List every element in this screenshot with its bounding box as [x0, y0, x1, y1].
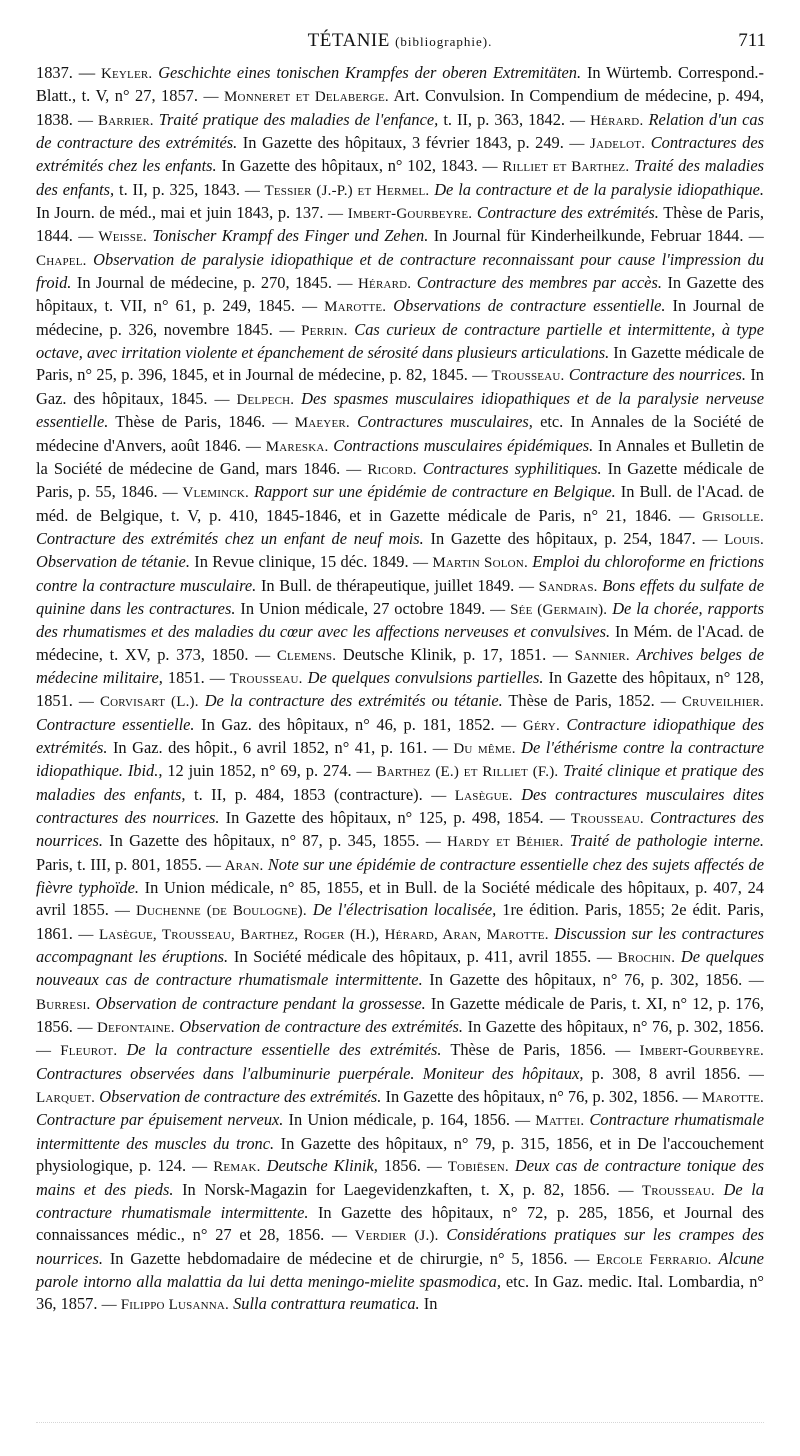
entry-title: Considérations pratiques sur les crampes des nourrices. [36, 1225, 764, 1268]
entry-text: 1837. — [36, 63, 101, 82]
entry-author: — Larquet. [36, 1066, 765, 1107]
entry-title: Contractions musculaires épidémiques. [333, 435, 594, 455]
entry-source: In Gazette des hôpitaux, n° 102, 1843. [221, 156, 478, 176]
entry-title: Archives belges de médecine militaire, [36, 644, 764, 687]
entry-author: — Corvisart (L.). [78, 694, 199, 711]
entry-author: — Sandras. [518, 578, 598, 595]
entry-title: Deutsche Klinik, [266, 1156, 378, 1176]
entry-author: — Clemens. [255, 647, 337, 664]
bibliography-entry [77, 1017, 764, 1036]
entry-title: Traité pratique des maladies de l'enfance, [158, 109, 439, 129]
entry-title: Observation de paralysie idiopathique et de contracture reconnaissant pour cause l'impression du froid. [36, 249, 764, 293]
entry-title: Traité des maladies des enfants, [36, 156, 764, 199]
entry-author: — Tessier (J.-P.) et Hermel. [244, 182, 430, 199]
entry-title: Contractures des nourrices. [36, 808, 765, 851]
entry-source: 1re édition. Paris, 1855; 2e édit. Paris, 1861. [36, 900, 765, 943]
entry-title: Contracture des extrémités chez un enfant de neuf mois. [36, 528, 424, 548]
entry-source: etc. In Gaz. medic. Ital. Lombardia, n° 36, 1857. [36, 1271, 764, 1314]
entry-source: In Gazette des hôpitaux, n° 76, p. 302, 1856. [429, 970, 743, 990]
entry-author: — Delpech. [214, 391, 295, 408]
entry-title: Des contractures musculaires dites contractures des nourrices. [36, 784, 764, 827]
entry-title: Traité clinique et pratique des maladies des enfants, [36, 761, 764, 804]
entry-author: — Marotte. [682, 1090, 764, 1107]
bibliography-entry [36, 63, 101, 82]
entry-title: De l'éthérisme contre la contracture idiopathique. Ibid., [36, 737, 764, 781]
entry-author: — Lasègue. [431, 787, 513, 804]
entry-author: — Maeyer. [272, 415, 350, 432]
entry-source: p. 308, 8 avril 1856. [591, 1063, 741, 1083]
entry-title: Bons effets du sulfate de quinine dans les contractures. [36, 575, 764, 618]
entry-author: — Verdier (J.). [332, 1228, 439, 1245]
entry-author: — Filippo Lusanna. [101, 1297, 229, 1314]
entry-source: t. II, p. 484, 1853 (contracture). [194, 784, 423, 804]
entry-author: — Barrier. [77, 112, 154, 129]
entry-source: Thèse de Paris, 1852. [508, 691, 655, 711]
entry-source: In Gaz. des hôpit., 6 avril 1852, n° 41, p. 161. [112, 737, 428, 757]
running-title-main: TÉTANIE [307, 30, 390, 51]
entry-author: — Rilliet et Barthez. [482, 159, 630, 176]
entry-title: Traité de pathologie interne. [569, 831, 764, 851]
entry-source: In Gazette médicale de Paris, p. 55, 1846. [36, 458, 764, 502]
entry-title: Discussion sur les contractures accompagnant les éruptions. [36, 923, 764, 967]
bibliography-entry [192, 1156, 427, 1175]
entry-author: — Sée (Germain). [490, 601, 608, 618]
entry-source: Thèse de Paris, 1846. [115, 412, 266, 432]
entry-title: Observation de contracture des extrémités. [179, 1017, 464, 1037]
entry-author: — Vleminck. [162, 485, 249, 502]
entry-source: In Bull. de thérapeutique, juillet 1849. [260, 575, 515, 595]
entry-title: De quelques convulsions partielles. [307, 667, 544, 687]
entry-title: De la contracture et de la paralysie idiopathique. [434, 179, 764, 199]
bibliography-entry [79, 691, 661, 710]
entry-author: — Imbert-Gourbeyre. [615, 1043, 764, 1060]
entry-author: — Du même. [432, 740, 516, 757]
page-number: 711 [738, 30, 766, 51]
entry-title: Tonischer Krampf des Finger und Zehen. [152, 226, 429, 246]
entry-source: Thèse de Paris, 1856. [450, 1040, 607, 1060]
entry-source: Thèse de Paris, 1844. [36, 203, 764, 246]
entry-source: t. II, p. 325, 1843. [119, 179, 240, 199]
entry-author: — Perrin. [279, 322, 348, 339]
entry-title: De la contracture rhumatismale intermittente. [36, 1179, 764, 1222]
entry-source: In Norsk-Magazin for Laegevidenzkaften, t. X, p. 82, 1856. [182, 1179, 610, 1199]
entry-source: In Revue clinique, 15 déc. 1849. [194, 552, 409, 572]
entry-source: Deutsche Klinik, p. 17, 1851. [342, 644, 547, 664]
footer-rule [36, 1422, 764, 1423]
entry-title: De l'électrisation localisée, [312, 900, 497, 920]
entry-title: Emploi du chloroforme en frictions contre la contracture musculaire. [36, 552, 764, 595]
entry-author: — Géry. [501, 717, 560, 734]
entry-source: In Gazette des hôpitaux, n° 125, p. 498, 1854. [225, 808, 544, 827]
entry-title: Contracture essentielle. [36, 714, 195, 734]
entry-title: Cas curieux de contracture partielle et intermittente, à type octave, avec irritation violente et épanchement de sérosité dans plusieurs articulations. [36, 319, 764, 363]
entry-author: — Fleurot. [36, 1043, 118, 1060]
entry-author: — Hardy et Béhier. [425, 834, 564, 851]
entry-author: — Martin Solon. [412, 555, 528, 572]
entry-author: — Chapel. [36, 229, 764, 269]
entry-source: In Journal de médecine, p. 326, novembre 1845. [36, 296, 764, 339]
entry-source: In Bull. de l'Acad. de méd. de Belgique, t. V, p. 410, 1845-1846, et in Gazette médicale de Paris, n° 21, 1846. [36, 482, 764, 525]
entry-title: Geschichte eines tonischen Krampfes der oberen Extremitäten. [158, 63, 582, 82]
entry-author: — Aran. [206, 857, 264, 874]
entry-author: — Mattei. [515, 1113, 585, 1130]
bibliography-entry [78, 110, 570, 129]
entry-author: Keyler. [100, 66, 153, 82]
entry-source: 1851. [167, 667, 205, 687]
entry-source: In Gazette des hôpitaux, p. 254, 1847. [430, 528, 696, 548]
entry-title: Contracture des membres par accès. [416, 273, 662, 293]
entry-title: Relation d'un cas de contracture des extrémités. [36, 109, 764, 153]
entry-source: In Gaz. des hôpitaux, 1845. [36, 365, 764, 408]
entry-source: In Gazette des hôpitaux, n° 128, 1851. [36, 667, 764, 711]
entry-title: Note sur une épidémie de contracture essentielle chez des sujets affectés de fièvre typhoïde. [36, 854, 764, 898]
entry-author: — Hérard. [570, 112, 644, 129]
entry-source: In Annales et Bulletin de la Société de médecine de Gand, mars 1846. [36, 435, 764, 478]
entry-source: t. II, p. 363, 1842. [443, 109, 565, 129]
entry-author: — Barthez (E.) et Rilliet (F.). [356, 764, 559, 781]
entry-author: — Jadelot. [569, 136, 646, 153]
entry-title: Contracture rhumatismale intermittente des muscles du tronc. [36, 1110, 764, 1153]
entry-author: — Trousseau. [472, 368, 565, 385]
entry-source: In Gazette hebdomadaire de médecine et de chirurgie, n° 5, 1856. [109, 1248, 568, 1268]
page-header [34, 30, 766, 58]
running-title-subtitle: (bibliographie). [395, 34, 493, 49]
entry-source: In Gazette médicale de Paris, n° 25, p. 396, 1845, et in Journal de médecine, p. 82, 1845. [36, 343, 764, 385]
entry-title: Contracture par épuisement nerveux. [36, 1110, 284, 1130]
entry-author: — Louis. [702, 531, 764, 548]
entry-title: Contracture des nourrices. [568, 365, 746, 385]
entry-author: — Imbert-Gourbeyre. [328, 206, 473, 223]
bibliography-entry [36, 1040, 615, 1059]
entry-source: In Union médicale, p. 164, 1856. [288, 1110, 510, 1130]
entry-author: — Cruveilhier. [660, 694, 764, 711]
entry-title: De la contracture essentielle des extrémités. [126, 1040, 442, 1060]
entry-author: — Tobiësen. [426, 1159, 509, 1176]
entry-title: Contractures des extrémités chez les enfants. [36, 133, 764, 176]
entry-author: — Trousseau. [618, 1182, 715, 1199]
entry-author: — Hérard. [337, 276, 412, 293]
entry-source: Paris, t. III, p. 801, 1855. [36, 854, 202, 874]
entry-title: Rapport sur une épidémie de contracture en Belgique. [253, 482, 616, 502]
entry-author: — Ricord. [346, 461, 417, 478]
entry-source: In Gazette des hôpitaux, n° 76, p. 302, 1856. [467, 1017, 764, 1037]
entry-source: Art. Convulsion. In Compendium de médecine, p. 494, 1838. [36, 86, 764, 129]
entry-title: Deux cas de contracture tonique des mains et des pieds. [36, 1156, 764, 1199]
entry-title: Des spasmes musculaires idiopathiques et de la paralysie nerveuse essentielle. [36, 388, 764, 432]
bibliography-text [36, 62, 764, 1317]
entry-title: Alcune parole intorno alla malattia da lui detta meningo-mielite spasmodica, [36, 1248, 764, 1291]
entry-author: — Duchenne (de Boulogne). [114, 903, 307, 920]
entry-author: — Burresi. [36, 973, 764, 1013]
entry-author: — Remak. [192, 1159, 261, 1176]
entry-source: In Société médicale des hôpitaux, p. 411, avril 1855. [233, 947, 592, 967]
entry-author: — Monneret et Delaberge. [203, 89, 389, 106]
entry-title: Contracture idiopathique des extrémités. [36, 714, 764, 757]
entry-title: Contractures observées dans l'albuminurie puerpérale. Moniteur des hôpitaux, [36, 1063, 584, 1083]
entry-title: Observation de contracture des extrémités. [99, 1087, 382, 1107]
entry-title: De la contracture des extrémités ou tétanie. [204, 691, 503, 711]
entry-author: — Trousseau. [209, 670, 303, 687]
entry-source: In Journ. de méd., mai et juin 1843, p. 137. [36, 203, 324, 223]
entry-source: In Gazette médicale de Paris, t. XI, n° 12, p. 176, 1856. [36, 993, 764, 1037]
entry-source: In Gazette des hôpitaux, n° 87, p. 345, 1855. [109, 831, 420, 851]
bibliography-entry [255, 645, 553, 664]
entry-author: — Lasègue, Trousseau, Barthez, Roger (H.), Hérard, Aran, Marotte. [78, 926, 549, 943]
entry-author: — Weisse. [78, 229, 147, 246]
entry-author: — Grisolle. [679, 508, 764, 525]
entry-source: In Union médicale, 27 octobre 1849. [240, 598, 486, 618]
entry-title: Contractures musculaires, [357, 412, 533, 432]
entry-author: — Ercole Ferrario. [574, 1251, 712, 1268]
entry-title: Observation de tétanie. [36, 552, 190, 572]
running-title [34, 30, 766, 52]
entry-title: Sulla contrattura reumatica. [233, 1294, 420, 1314]
entry-source: In Union médicale, n° 85, 1855, et in Bull. de la Société médicale des hôpitaux, p. 407, 24 avril 1855. [36, 878, 764, 920]
entry-author: — Mareska. [245, 438, 329, 455]
entry-source: In Würtemb. Correspond.-Blatt., t. V, n° 27, 1857. [36, 63, 764, 106]
entry-source: 1856. [383, 1156, 421, 1176]
bibliography-entry [102, 1294, 438, 1313]
entry-author: — Defontaine. [77, 1020, 175, 1037]
entry-author: — Marotte. [302, 299, 387, 316]
entry-author: — Trousseau. [549, 811, 644, 827]
entry-title: De la chorée, rapports des rhumatismes et des maladies du cœur avec les affections nerveuses et convulsives. [36, 598, 764, 642]
entry-source: 12 juin 1852, n° 69, p. 274. [167, 761, 352, 781]
entry-title: Observations de contracture essentielle. [393, 296, 666, 316]
bibliography-entry [78, 226, 749, 245]
entry-source: In Gazette des hôpitaux, n° 76, p. 302, 1856. [385, 1087, 679, 1107]
entry-title: Observation de contracture pendant la grossesse. [95, 993, 426, 1013]
entry-source: In Journal de médecine, p. 270, 1845. [76, 273, 332, 293]
entry-title: Contracture des extrémités. [476, 203, 659, 223]
entry-source: In Gazette des hôpitaux, t. VII, n° 61, p. 249, 1845. [36, 273, 764, 316]
entry-author: — Sannier. [552, 647, 630, 664]
entry-source: etc. In Annales de la Société de médecine d'Anvers, août 1846. [36, 412, 764, 455]
entry-source: In Mém. de l'Acad. de médecine, t. XV, p. 373, 1850. [36, 622, 764, 664]
entry-source: In Journal für Kinderheilkunde, Februar 1844. [433, 226, 744, 246]
entry-title: Contractures syphilitiques. [422, 458, 602, 478]
entry-title: De quelques nouveaux cas de contracture rhumatismale intermittente. [36, 947, 764, 990]
entry-author: — Brochin. [596, 950, 676, 967]
entry-source: In Gazette des hôpitaux, n° 79, p. 315, 1856, et in De l'accouchement physiologique, p. 124. [36, 1133, 764, 1176]
entry-source: In Gaz. des hôpitaux, n° 46, p. 181, 1852. [201, 714, 495, 734]
entry-source: In Gazette des hôpitaux, n° 72, p. 285, 1856, et Journal des connaissances médic., n° 27 et 28, 1856. [36, 1202, 764, 1245]
entry-source: In Gazette des hôpitaux, 3 février 1843, p. 249. [242, 133, 564, 153]
entry-source: In [423, 1294, 438, 1314]
